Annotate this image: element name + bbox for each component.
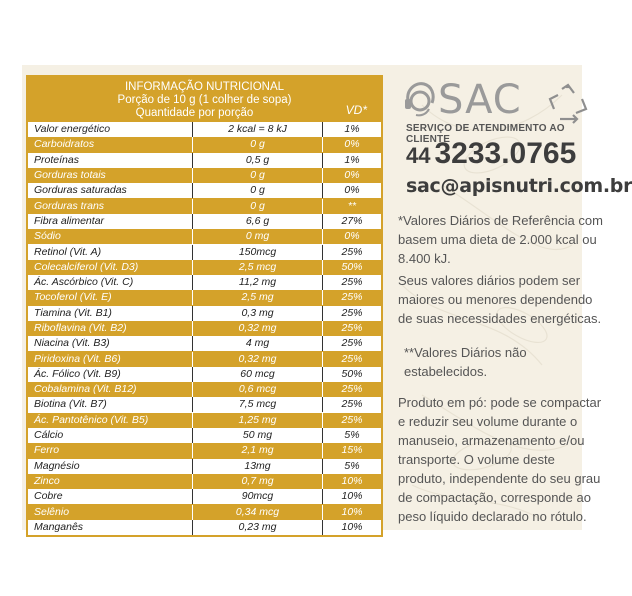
table-row [28,504,381,519]
nutrient-vd: 27% [341,214,363,227]
table-row [28,229,381,244]
nutrient-name: Manganês [28,520,193,535]
nutrient-amount: 0 g [193,168,323,183]
nutrient-amount: 60 mcg [193,367,323,382]
nutrient-vd: 25% [341,337,363,350]
sac-logo-block [398,75,598,125]
nutrient-name: Ferro [28,443,193,458]
nutrient-vd: 1% [344,123,360,136]
nutrient-name: Cobre [28,489,193,504]
table-row [28,168,381,183]
nutrient-vd: 10% [341,490,363,503]
table-row [28,459,381,474]
nutrient-amount: 2,5 mg [193,290,323,305]
nutrient-vd: 25% [341,245,363,258]
nutrient-vd: 25% [341,306,363,319]
table-row [28,321,381,336]
nutrient-amount: 150mcg [193,245,323,260]
nutrient-vd: 25% [341,398,363,411]
nutrient-name: Cálcio [28,428,193,443]
nutrient-name: Fibra alimentar [28,214,193,229]
recycle-icon [546,83,590,123]
nutrient-amount: 2,5 mcg [193,260,323,275]
table-row [28,275,381,290]
nutrient-name: Carboidratos [28,137,193,152]
table-row [28,382,381,397]
table-row [28,336,381,351]
nutrient-vd: 1% [344,153,360,166]
nutrient-amount: 0,3 mg [193,306,323,321]
nutrient-name: Gorduras saturadas [28,183,193,198]
nutrient-vd: 0% [344,169,360,182]
nutrient-vd: 25% [341,383,363,396]
table-row [28,290,381,305]
nutrient-amount: 7,5 mcg [193,397,323,412]
table-row [28,428,381,443]
nutrient-amount: 0,7 mg [193,474,323,489]
table-row [28,520,381,535]
table-row [28,397,381,412]
sac-logo-text: SAC [438,77,522,123]
note-daily-values: *Valores Diários de Referência com basem uma dieta de 2.000 kcal ou 8.400 kJ. [398,213,603,266]
nutrient-vd: 0% [344,138,360,151]
nutrient-name: Gorduras trans [28,199,193,214]
nutrient-amount: 0 g [193,137,323,152]
nutrient-amount: 0 g [193,199,323,214]
nutrient-name: Biotina (Vit. B7) [28,397,193,412]
nutrient-name: Magnésio [28,459,193,474]
nutrient-amount: 2 kcal = 8 kJ [193,122,323,137]
note-not-established: **Valores Diários não estabelecidos. [404,345,527,379]
email-address: sac@apisnutri.com.br [406,175,632,197]
table-body [28,122,381,535]
table-row [28,153,381,168]
nutrient-name: Colecalciferol (Vit. D3) [28,260,193,275]
portion-size: Porção de 10 g (1 colher de sopa) [117,94,292,106]
nutrient-amount: 0,32 mg [193,321,323,336]
table-row [28,351,381,366]
nutrient-name: Retinol (Vit. A) [28,245,193,260]
table-row [28,244,381,259]
phone-area-code: 44 [406,143,431,168]
nutrient-amount: 6,6 g [193,214,323,229]
nutrient-name: Sódio [28,229,193,244]
nutrient-name: Niacina (Vit. B3) [28,336,193,351]
nutrient-amount: 0,34 mcg [193,505,323,520]
table-row [28,489,381,504]
table-row [28,183,381,198]
nutrient-amount: 0 mg [193,229,323,244]
nutrient-name: Zinco [28,474,193,489]
nutrient-amount: 90mcg [193,489,323,504]
table-row [28,214,381,229]
nutrient-amount: 2,1 mg [193,443,323,458]
nutrient-vd: 5% [344,429,360,442]
nutrient-amount: 50 mg [193,428,323,443]
nutrient-vd: 25% [341,413,363,426]
nutrient-name: Proteínas [28,153,193,168]
nutrient-vd: 25% [341,322,363,334]
nutrient-vd: 10% [341,505,363,518]
note-powder: Produto em pó: pode se compactar e reduzir seu volume durante o manuseio, armazenamento e/ou transporte. O volume deste produto, independente do seu grau de compactação, corresponde ao peso líquido declarado no rótulo. [398,395,602,524]
nutrient-amount: 0 g [193,183,323,198]
nutrient-name: Valor energético [28,122,193,137]
nutrient-name: Cobalamina (Vit. B12) [28,382,193,397]
nutrient-amount: 0,23 mg [193,520,323,535]
table-row [28,122,381,137]
vd-header: VD* [345,103,367,117]
table-row [28,306,381,321]
nutrient-name: Ác. Ascórbico (Vit. C) [28,275,193,290]
nutrient-vd: 15% [341,444,363,457]
nutrient-vd: 0% [344,230,360,243]
nutrient-name: Ác. Fólico (Vit. B9) [28,367,193,382]
table-row [28,413,381,428]
table-row [28,367,381,382]
table-row [28,260,381,275]
nutrient-vd: 0% [344,184,360,197]
nutrient-name: Tocoferol (Vit. E) [28,290,193,305]
nutrition-table [26,75,383,537]
nutrient-vd: ** [347,199,357,212]
nutrient-vd: 25% [341,276,363,289]
nutrient-vd: 10% [341,520,363,533]
per-portion-label: Quantidade por porção [135,107,254,119]
nutrient-vd: 10% [341,474,363,487]
nutrient-amount: 4 mg [193,336,323,351]
nutrient-amount: 13mg [193,459,323,474]
note-may-vary: Seus valores diários podem ser maiores ou menores dependendo de suas necessidades energéticas. [398,273,602,326]
sac-subtitle: SERVIÇO DE ATENDIMENTO AO CLIENTE [406,123,565,145]
nutrient-amount: 0,32 mg [193,352,323,367]
nutrient-amount: 0,5 g [193,153,323,168]
label-panel [22,65,632,533]
nutrient-vd: 50% [341,260,363,273]
table-row [28,443,381,458]
headset-icon [402,79,438,119]
nutrient-name: Ác. Pantotênico (Vit. B5) [28,413,193,428]
table-row [28,474,381,489]
table-title: INFORMAÇÃO NUTRICIONAL [124,81,285,93]
table-header [28,77,381,122]
nutrient-name: Piridoxina (Vit. B6) [28,352,193,367]
phone-number [406,137,576,171]
table-row [28,198,381,213]
nutrient-vd: 25% [341,352,363,365]
table-row [28,137,381,152]
nutrient-amount: 11,2 mg [193,275,323,290]
phone-digits: 3233.0765 [434,137,577,170]
nutrient-name: Selênio [28,505,193,520]
nutrient-vd: 25% [341,291,363,304]
nutrient-amount: 0,6 mcg [193,382,323,397]
nutrient-amount: 1,25 mg [193,413,323,428]
nutrient-name: Riboflavina (Vit. B2) [28,321,193,336]
nutrient-name: Gorduras totais [28,168,193,183]
nutrient-name: Tiamina (Vit. B1) [28,306,193,321]
nutrient-vd: 50% [341,367,363,380]
nutrient-vd: 5% [344,459,360,472]
